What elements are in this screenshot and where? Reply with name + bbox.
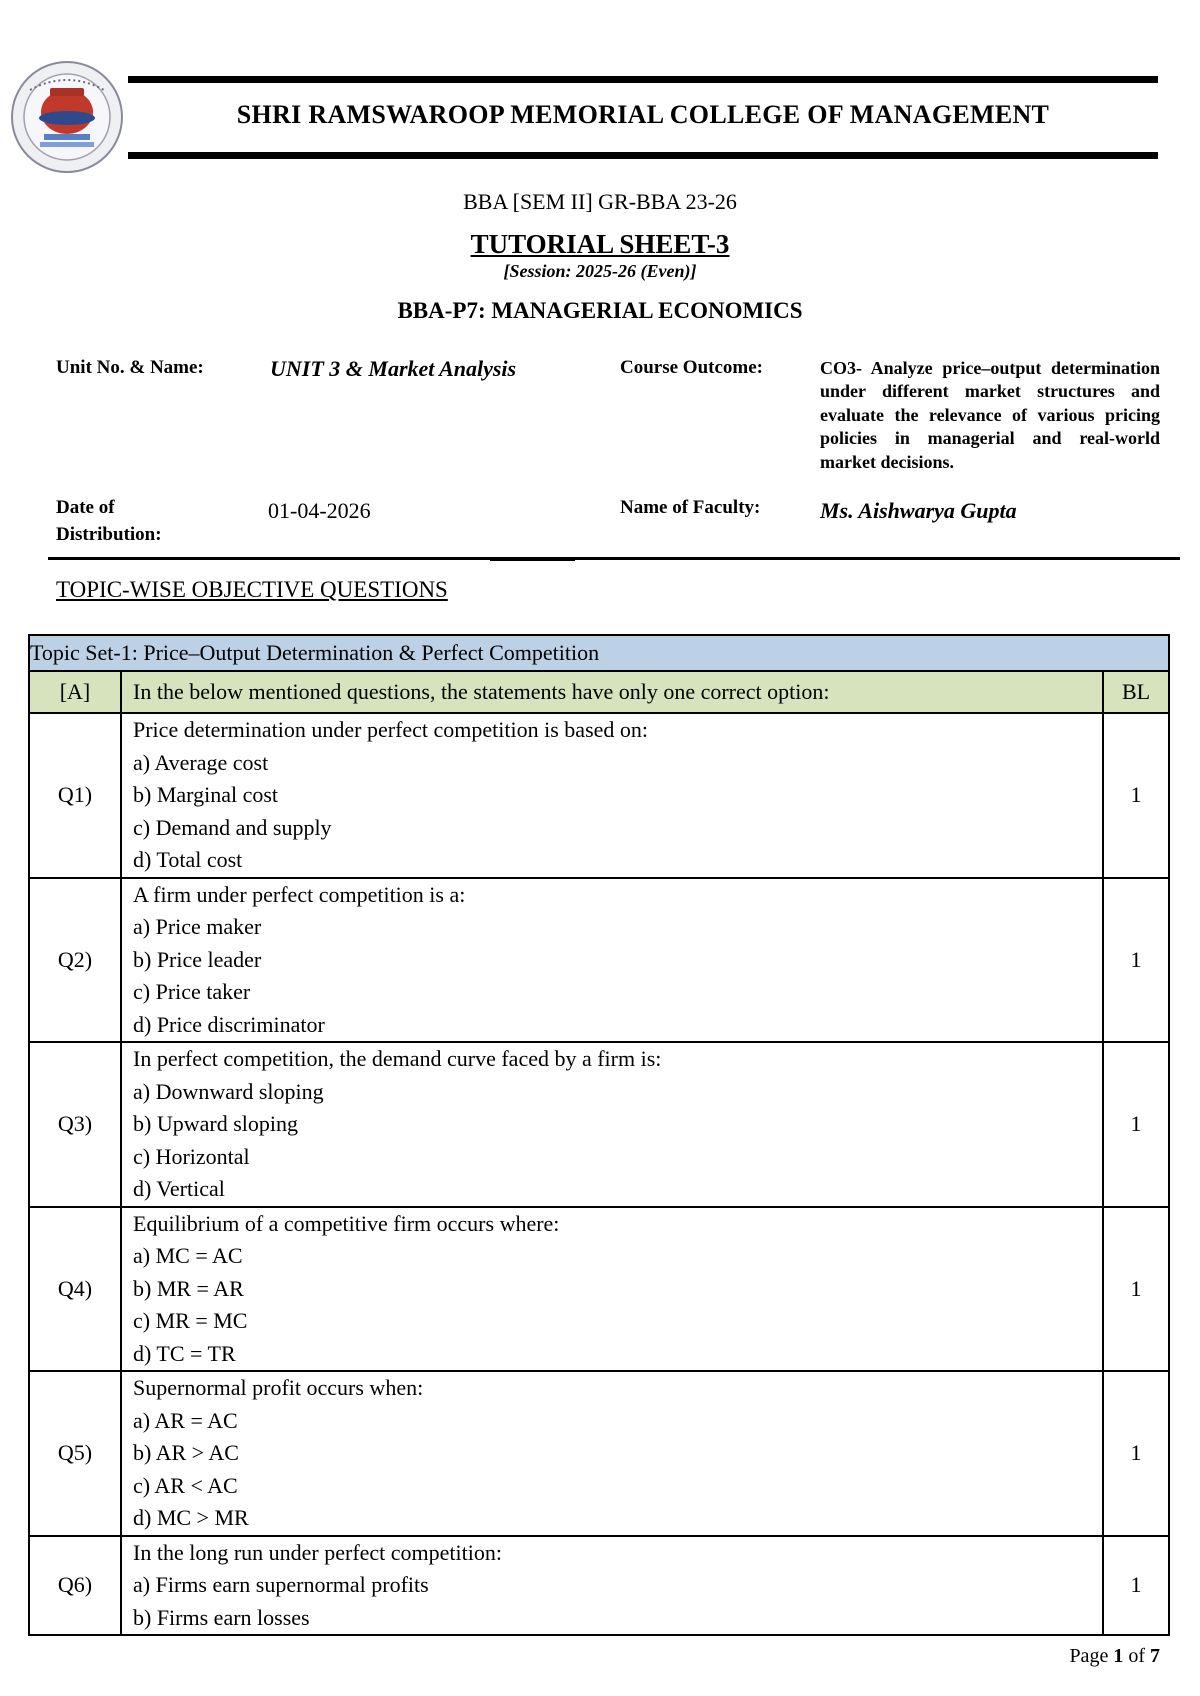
question-text: In the long run under perfect competition: <box>133 1539 502 1565</box>
date-label-line-1: Date of <box>56 497 115 518</box>
option: b) AR > AC <box>133 1440 239 1465</box>
question-number: Q4) <box>29 1207 121 1372</box>
page-total: 7 <box>1150 1645 1160 1667</box>
questions-table <box>28 634 1170 1636</box>
option: a) Firms earn supernormal profits <box>133 1572 429 1597</box>
option: a) MC = AC <box>133 1243 243 1268</box>
bloom-level: 1 <box>1103 1371 1169 1536</box>
option: a) Average cost <box>133 749 269 775</box>
instruction-code: [A] <box>29 671 121 713</box>
question-cell <box>121 713 1103 878</box>
option: b) Upward sloping <box>133 1111 298 1136</box>
topic-set-title: Topic Set-1: Price–Output Determination & Perfect Competition <box>29 635 1169 671</box>
instruction-text: In the below mentioned questions, the statements have only one correct option: <box>121 671 1103 713</box>
option: d) Vertical <box>133 1176 225 1201</box>
question-text: Price determination under perfect competition is based on: <box>133 717 649 742</box>
question-cell <box>121 1042 1103 1207</box>
option: c) MR = MC <box>133 1308 248 1333</box>
table-row <box>29 1042 1169 1207</box>
option: d) TC = TR <box>133 1340 236 1366</box>
header-rule-bottom <box>128 152 1158 159</box>
bl-header: BL <box>1103 671 1169 713</box>
option: d) MC > MR <box>133 1505 249 1530</box>
college-logo <box>10 60 125 175</box>
program-line: BBA [SEM II] GR-BBA 23-26 <box>463 189 737 214</box>
bloom-level: 1 <box>1103 1042 1169 1207</box>
college-name: SHRI RAMSWAROOP MEMORIAL COLLEGE OF MANAGEMENT <box>236 100 1050 129</box>
option: c) Demand and supply <box>133 814 332 840</box>
option: b) Price leader <box>133 946 262 972</box>
date-value: 01-04-2026 <box>268 498 371 523</box>
faculty-value: Ms. Aishwarya Gupta <box>820 498 1017 523</box>
faculty-label: Name of Faculty: <box>620 497 761 518</box>
section-title: TOPIC-WISE OBJECTIVE QUESTIONS <box>56 577 448 602</box>
question-text: Supernormal profit occurs when: <box>133 1375 424 1400</box>
question-number: Q3) <box>29 1042 121 1207</box>
page-current: 1 <box>1113 1645 1124 1667</box>
subject-title: BBA-P7: MANAGERIAL ECONOMICS <box>397 298 803 323</box>
question-number: Q5) <box>29 1371 121 1536</box>
option: b) Firms earn losses <box>133 1604 310 1630</box>
info-separator-accent <box>490 558 575 561</box>
table-row <box>29 1207 1169 1372</box>
session-line: [Session: 2025-26 (Even)] <box>503 261 697 281</box>
option: a) AR = AC <box>133 1407 238 1433</box>
bloom-level: 1 <box>1103 878 1169 1043</box>
question-text: Equilibrium of a competitive firm occurs where: <box>133 1210 560 1236</box>
option: a) Price maker <box>133 914 262 939</box>
table-row <box>29 713 1169 878</box>
date-label-line-2: Distribution: <box>56 524 162 545</box>
option: b) MR = AR <box>133 1275 244 1301</box>
option: a) Downward sloping <box>133 1078 324 1104</box>
option: b) Marginal cost <box>133 782 279 807</box>
question-number: Q6) <box>29 1536 121 1636</box>
page-prefix: Page <box>1069 1645 1114 1667</box>
question-number: Q2) <box>29 878 121 1043</box>
question-cell <box>121 878 1103 1043</box>
unit-label: Unit No. & Name: <box>56 357 204 378</box>
topic-set-row <box>29 635 1169 671</box>
bloom-level: 1 <box>1103 713 1169 878</box>
table-row <box>29 1371 1169 1536</box>
page-number <box>1069 1645 1160 1668</box>
question-cell <box>121 1371 1103 1536</box>
question-cell <box>121 1536 1103 1636</box>
option: d) Total cost <box>133 847 243 872</box>
unit-value: UNIT 3 & Market Analysis <box>270 356 517 381</box>
bloom-level: 1 <box>1103 1536 1169 1636</box>
page-mid: of <box>1123 1645 1150 1667</box>
table-row <box>29 1536 1169 1636</box>
option: c) AR < AC <box>133 1472 238 1498</box>
bloom-level: 1 <box>1103 1207 1169 1372</box>
sheet-title: TUTORIAL SHEET-3 <box>470 229 730 259</box>
table-row <box>29 878 1169 1043</box>
info-separator <box>48 557 1180 560</box>
question-cell <box>121 1207 1103 1372</box>
course-outcome-label: Course Outcome: <box>620 357 763 378</box>
option: c) Horizontal <box>133 1143 250 1169</box>
option: c) Price taker <box>133 979 251 1004</box>
question-text: In perfect competition, the demand curve faced by a firm is: <box>133 1046 662 1071</box>
question-number: Q1) <box>29 713 121 878</box>
course-outcome-value: CO3- Analyze price–output determination under different market structures and evaluate the relevance of various pricing policies in managerial and real-world market decisions. <box>820 358 1160 472</box>
instruction-row <box>29 671 1169 713</box>
option: d) Price discriminator <box>133 1011 325 1037</box>
header-rule-top <box>128 76 1158 83</box>
question-text: A firm under perfect competition is a: <box>133 881 466 907</box>
